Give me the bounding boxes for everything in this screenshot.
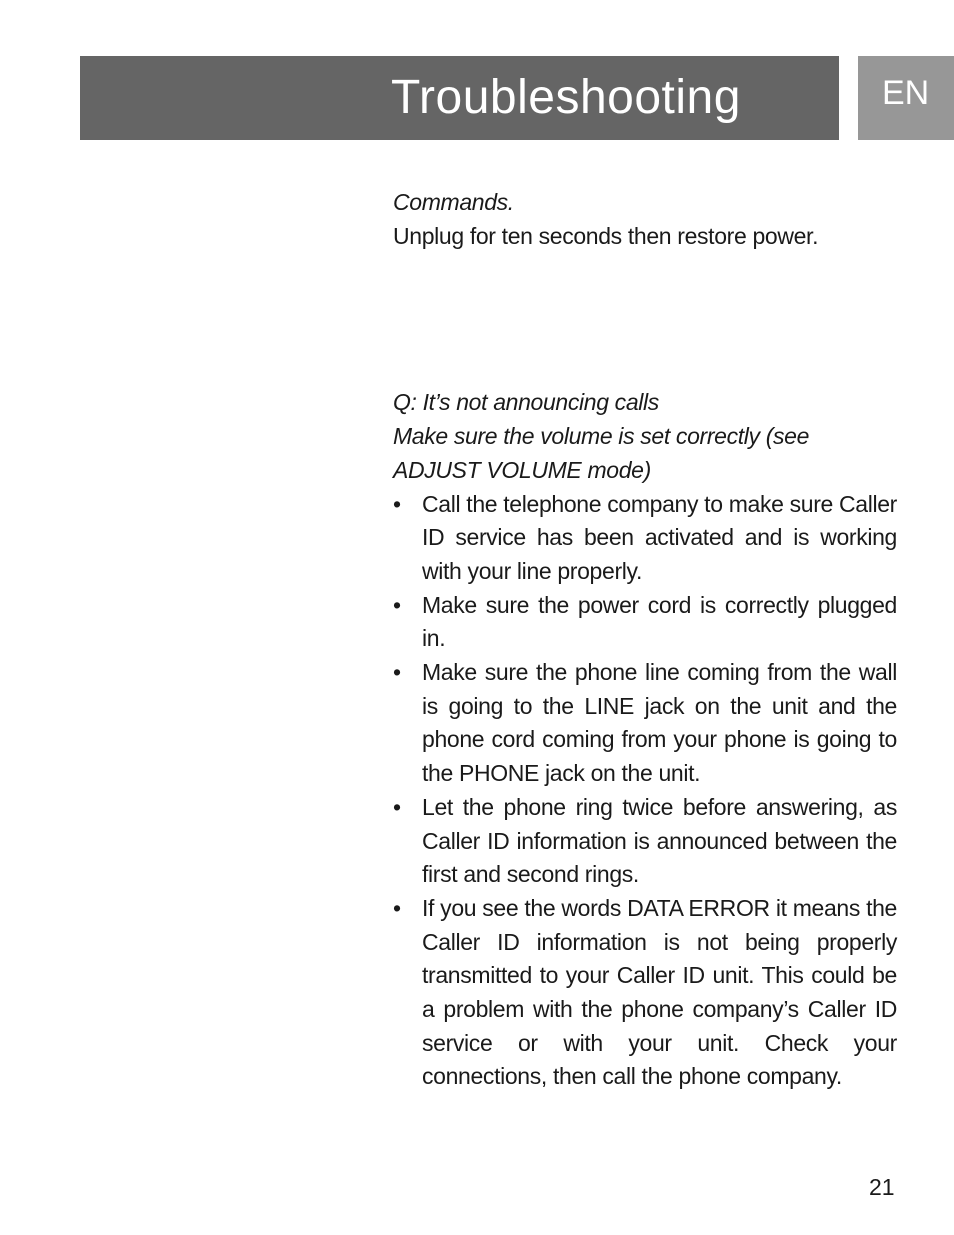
troubleshooting-list — [393, 488, 897, 1095]
list-item: • If you see the words DATA ERROR it means the Caller ID information is not being properly transmitted to your Caller ID unit. This could be a problem with the phone company’s Caller ID service or with your unit. Check your connections, then call the phone company. — [393, 892, 897, 1094]
language-tab — [858, 56, 954, 140]
list-item: • Make sure the phone line coming from the wall is going to the LINE jack on the unit and the phone cord coming from your phone is going to the PHONE jack on the unit. — [393, 656, 897, 791]
list-item: • Make sure the power cord is correctly plugged in. — [393, 589, 897, 656]
list-item: • Call the telephone company to make sure Caller ID service has been activated and is working with your line properly. — [393, 488, 897, 589]
content-column — [393, 186, 897, 1094]
language-label: EN — [882, 74, 930, 112]
header-bar — [80, 56, 839, 140]
page-title: Troubleshooting — [391, 71, 741, 124]
volume-note: Make sure the volume is set correctly (see ADJUST VOLUME mode) — [393, 423, 810, 483]
list-item: • Let the phone ring twice before answering, as Caller ID information is announced between the first and second rings. — [393, 791, 897, 892]
spacer — [393, 253, 897, 386]
commands-text: Commands. — [393, 189, 514, 215]
unplug-instruction: Unplug for ten seconds then restore power. — [393, 222, 819, 249]
question-title: Q: It’s not announcing calls — [393, 389, 659, 416]
page-number: 21 — [869, 1174, 895, 1200]
